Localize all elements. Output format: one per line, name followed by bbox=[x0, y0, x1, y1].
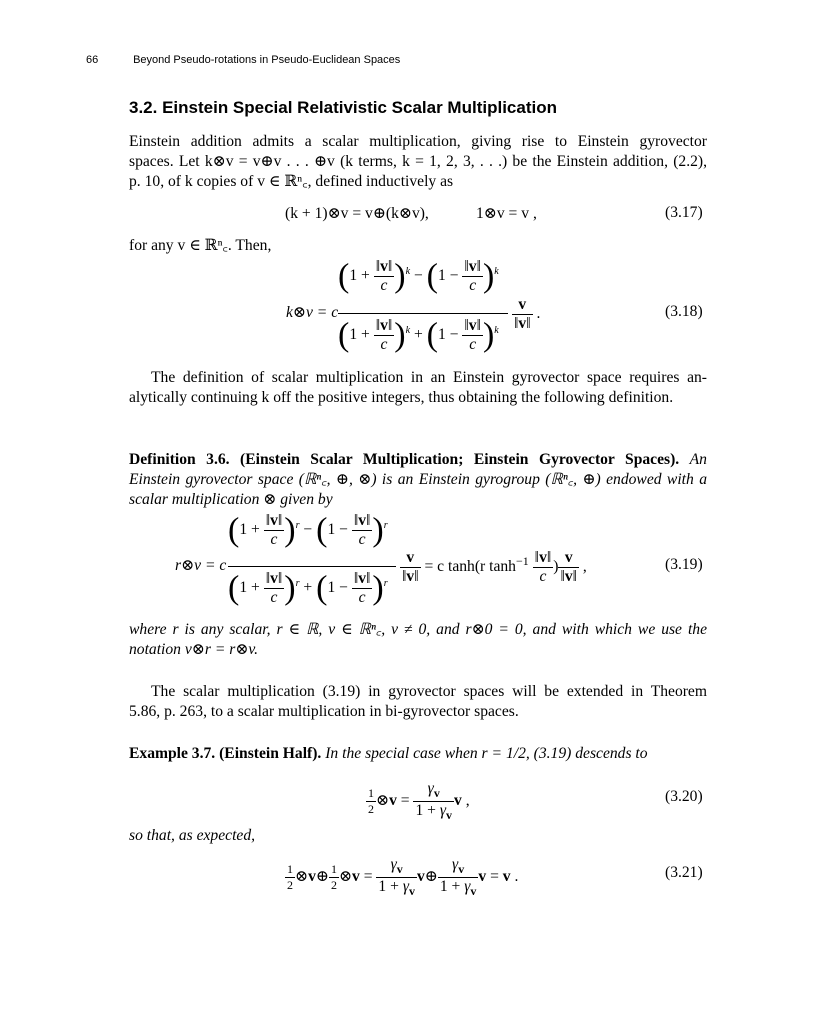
equation-3-17-rhs: 1⊗v = v , bbox=[476, 205, 537, 222]
eq318-numerator: (1 + $\frac{‖v‖}{c}$ )$^k$ − (1 − $\frac{‖v‖}{c}$ )$^k$ bbox=[338, 257, 499, 295]
eq319-denominator: (1 + $\frac{‖v‖}{c}$ )$^r$ + (1 − $\frac{‖v‖}{c}$ )$^r$ bbox=[228, 569, 388, 607]
eq318-vector-ratio: $\frac{v}{‖v‖}$ . bbox=[514, 296, 541, 332]
paragraph-line: Einstein addition admits a scalar multiplication, giving rise to Einstein gyrovector bbox=[129, 133, 707, 150]
paragraph-line: p. 10, of k copies of v ∈ ℝⁿ꜀, defined inductively as bbox=[129, 173, 454, 190]
eq318-denominator: (1 + $\frac{‖v‖}{c}$ )$^k$ + (1 − $\frac{‖v‖}{c}$ )$^k$ bbox=[338, 316, 499, 354]
definition-line: Einstein gyrovector space (ℝⁿ꜀, ⊕, ⊗) is an Einstein gyrogroup (ℝⁿ꜀, ⊕) endowed with a bbox=[129, 471, 707, 488]
definition-3-6-conditions bbox=[129, 620, 707, 660]
running-header bbox=[86, 54, 400, 66]
paragraph-then: for any v ∈ ℝⁿ꜀. Then, bbox=[129, 237, 272, 254]
definition-line: where r is any scalar, r ∈ ℝ, v ∈ ℝⁿ꜀, v ≠ 0, and r⊗0 = 0, and with which we use the bbox=[129, 621, 707, 638]
equation-number-3-17: (3.17) bbox=[665, 204, 703, 221]
equation-3-18-lhs: k⊗v = c bbox=[286, 304, 339, 321]
equation-3-20: $\frac{1}{2}$ ⊗v = $\frac{\gamma_v}{1 + \gamma_v}$ v , bbox=[368, 780, 470, 823]
equation-3-21: $\frac{1}{2}$ ⊗v⊕ $\frac{1}{2}$ ⊗v = $\frac{\gamma_v}{1 + \gamma_v}$ v⊕ $\frac{\gamma_v}{1 + \gamma_v}$ v = v . bbox=[287, 856, 519, 899]
definition-title: Definition 3.6. (Einstein Scalar Multiplication; Einstein Gyrovector Spaces). bbox=[129, 451, 680, 468]
example-3-7 bbox=[129, 744, 707, 764]
definition-line bbox=[129, 450, 707, 470]
running-title: Beyond Pseudo-rotations in Pseudo-Euclidean Spaces bbox=[133, 54, 401, 66]
definition-line: scalar multiplication ⊗ given by bbox=[129, 491, 333, 508]
equation-3-17-lhs: (k + 1)⊗v = v⊕(k⊗v), bbox=[285, 205, 429, 222]
paragraph-line: 5.86, p. 263, to a scalar multiplication in bi-gyrovector spaces. bbox=[129, 703, 519, 720]
page-number: 66 bbox=[86, 54, 99, 66]
paragraph-extension bbox=[129, 682, 707, 722]
paragraph-definition-intro bbox=[129, 368, 707, 408]
equation-number-3-18: (3.18) bbox=[665, 303, 703, 320]
paragraph-line: The definition of scalar multiplication in an Einstein gyrovector space requires an- bbox=[151, 369, 707, 386]
definition-line: notation v⊗r = r⊗v. bbox=[129, 641, 259, 658]
paragraph-line: spaces. Let k⊗v = v⊕v . . . ⊕v (k terms, k = 1, 2, 3, . . .) be the Einstein addition, (2.2), bbox=[129, 153, 707, 170]
equation-number-3-20: (3.20) bbox=[665, 788, 703, 805]
example-text: In the special case when r = 1/2, (3.19) descends to bbox=[325, 745, 648, 762]
equation-3-19-lhs: r⊗v = c bbox=[175, 557, 227, 574]
eq319-fraction-bar bbox=[228, 566, 396, 567]
example-title: Example 3.7. (Einstein Half). bbox=[129, 745, 322, 762]
paragraph-line: The scalar multiplication (3.19) in gyrovector spaces will be extended in Theorem bbox=[151, 683, 707, 700]
equation-number-3-19: (3.19) bbox=[665, 556, 703, 573]
paragraph-intro bbox=[129, 132, 707, 192]
eq318-fraction-bar bbox=[338, 313, 508, 314]
eq319-right-side: $\frac{v}{‖v‖}$ = c tanh(r $\tanh^{-1}$ $\frac{‖v‖}{c}$ ) $\frac{v}{‖v‖}$ , bbox=[402, 549, 587, 585]
eq319-numerator: (1 + $\frac{‖v‖}{c}$ )$^r$ − (1 − $\frac{‖v‖}{c}$ )$^r$ bbox=[228, 511, 388, 549]
equation-number-3-21: (3.21) bbox=[665, 864, 703, 881]
paragraph-as-expected: so that, as expected, bbox=[129, 827, 256, 844]
definition-text: An bbox=[689, 451, 707, 468]
definition-3-6 bbox=[129, 450, 707, 510]
paragraph-line: alytically continuing k off the positive integers, thus obtaining the following definition. bbox=[129, 389, 674, 406]
section-title: 3.2. Einstein Special Relativistic Scalar Multiplication bbox=[129, 98, 557, 117]
eq319-tanh: = c tanh(r tanh bbox=[424, 558, 516, 576]
